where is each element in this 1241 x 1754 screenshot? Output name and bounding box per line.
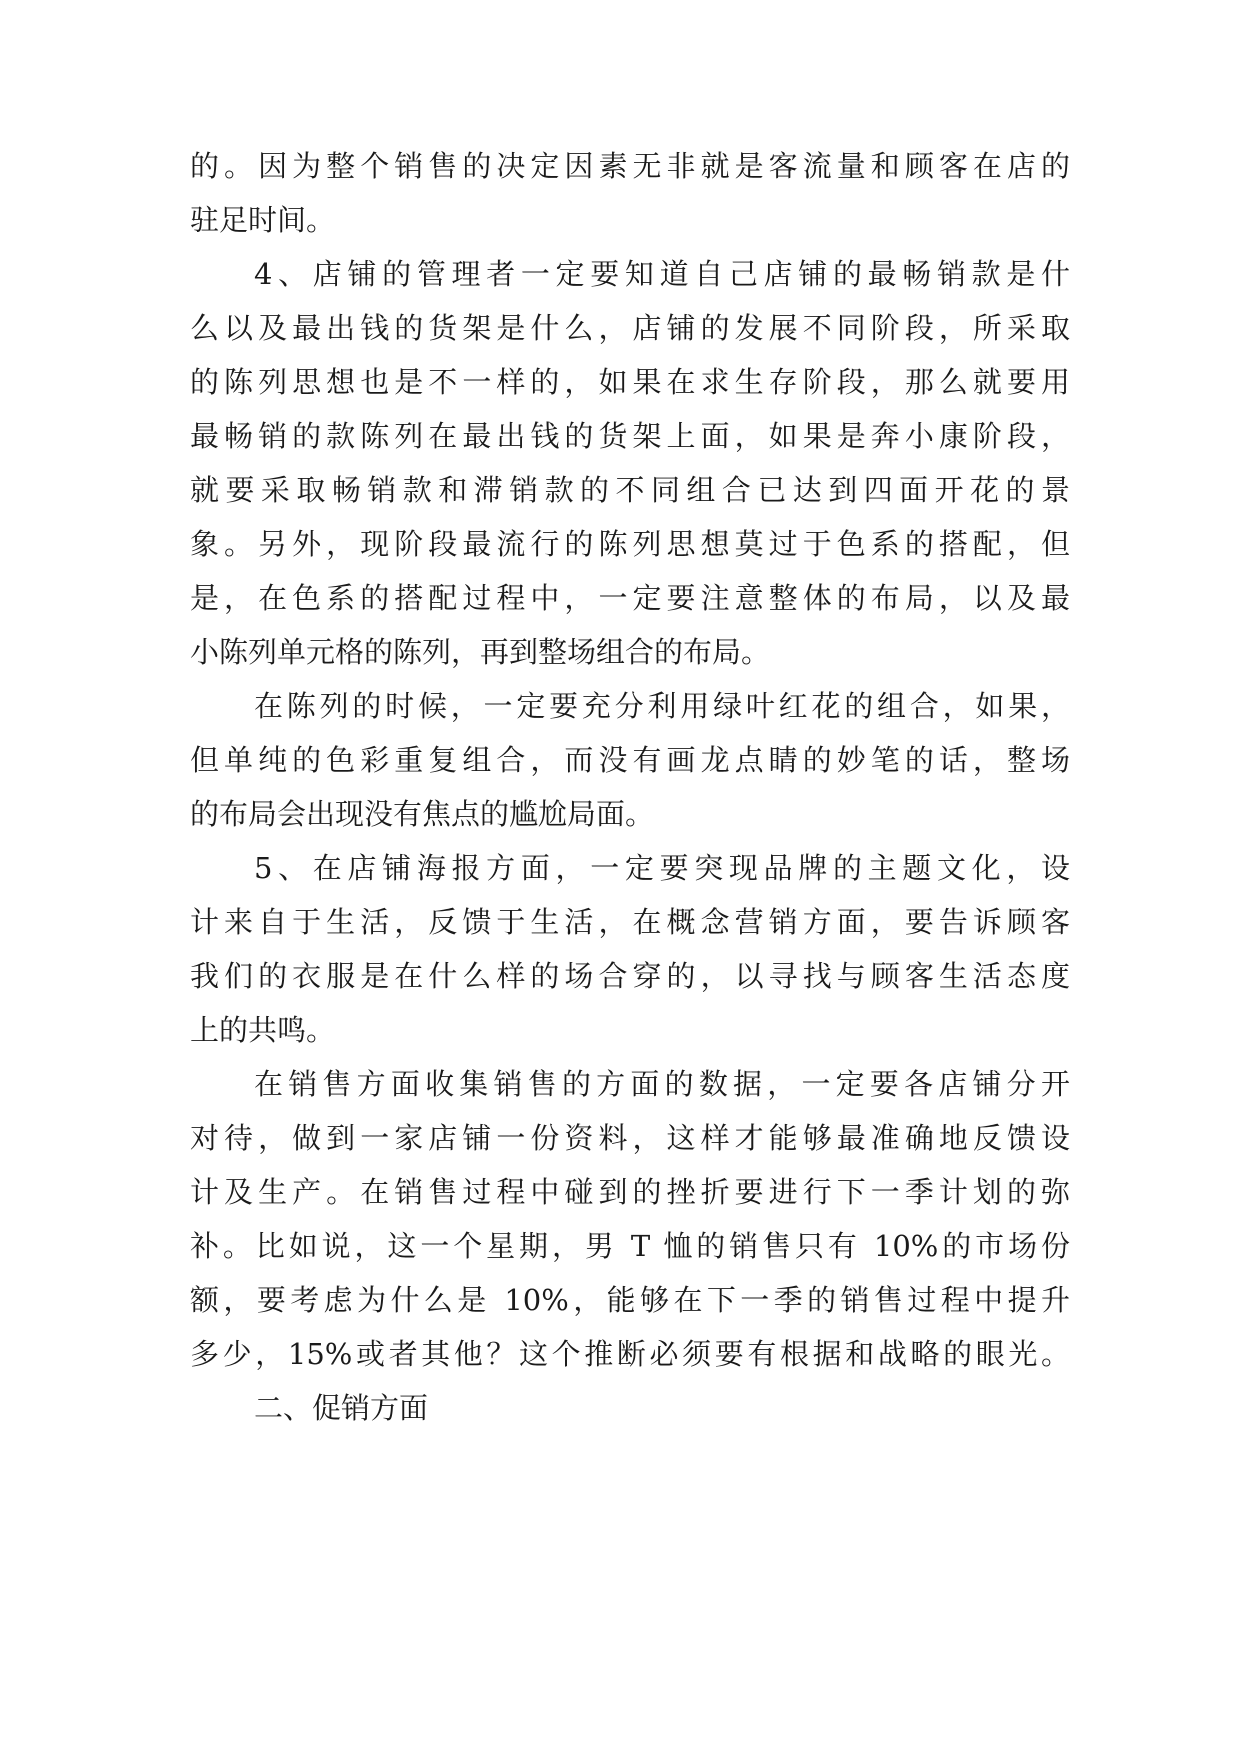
text-line: 驻足时间。 [190, 203, 336, 237]
text-line: 上的共鸣。 [190, 1013, 336, 1047]
text-line: 的布局会出现没有焦点的尴尬局面。 [190, 797, 655, 831]
text-line: 补。比如说，这一个星期，男 T 恤的销售只有 10%的市场份 [190, 1229, 1070, 1263]
section-heading: 二、促销方面 [254, 1391, 429, 1425]
text-line: 小陈列单元格的陈列，再到整场组合的布局。 [190, 635, 771, 669]
paragraph-first-line: 在陈列的时候，一定要充分利用绿叶红花的组合，如果， [254, 689, 1070, 723]
text-line: 是，在色系的搭配过程中，一定要注意整体的布局，以及最 [190, 581, 1070, 615]
paragraph-first-line: 在销售方面收集销售的方面的数据，一定要各店铺分开 [254, 1067, 1070, 1101]
text-line: 最畅销的款陈列在最出钱的货架上面，如果是奔小康阶段， [190, 419, 1070, 453]
text-line: 的陈列思想也是不一样的，如果在求生存阶段，那么就要用 [190, 365, 1070, 399]
text-line: 就要采取畅销款和滞销款的不同组合已达到四面开花的景 [190, 473, 1070, 507]
text-line: 但单纯的色彩重复组合，而没有画龙点睛的妙笔的话，整场 [190, 743, 1070, 777]
text-line: 计来自于生活，反馈于生活，在概念营销方面，要告诉顾客 [190, 905, 1070, 939]
text-line: 额，要考虑为什么是 10%，能够在下一季的销售过程中提升 [190, 1283, 1070, 1317]
text-line: 多少，15%或者其他？这个推断必须要有根据和战略的眼光。 [190, 1337, 1070, 1371]
paragraph-first-line: 4、店铺的管理者一定要知道自己店铺的最畅销款是什 [254, 257, 1070, 291]
text-line: 象。另外，现阶段最流行的陈列思想莫过于色系的搭配，但 [190, 527, 1070, 561]
text-line: 我们的衣服是在什么样的场合穿的，以寻找与顾客生活态度 [190, 959, 1070, 993]
paragraph-first-line: 5、在店铺海报方面，一定要突现品牌的主题文化，设 [254, 851, 1070, 885]
text-line: 的。因为整个销售的决定因素无非就是客流量和顾客在店的 [190, 149, 1070, 183]
text-line: 么以及最出钱的货架是什么，店铺的发展不同阶段，所采取 [190, 311, 1070, 345]
text-line: 对待，做到一家店铺一份资料，这样才能够最准确地反馈设 [190, 1121, 1070, 1155]
text-line: 计及生产。在销售过程中碰到的挫折要进行下一季计划的弥 [190, 1175, 1070, 1209]
